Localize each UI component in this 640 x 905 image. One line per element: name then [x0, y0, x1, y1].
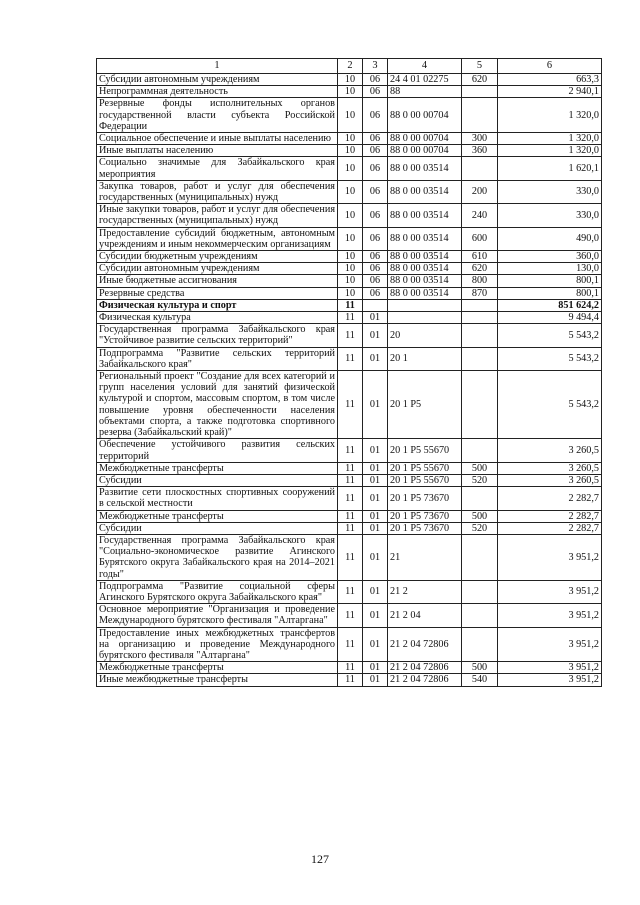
cell-name: Социально значимые для Забайкальского края мероприятия [97, 157, 338, 180]
cell-target-article: 21 2 04 72806 [388, 662, 462, 674]
cell-amount: 1 620,1 [498, 157, 602, 180]
cell-expense-type: 600 [462, 227, 498, 250]
cell-section: 10 [338, 227, 363, 250]
cell-name: Подпрограмма "Развитие социальной сферы Агинского Бурятского округа Забайкальского края" [97, 580, 338, 603]
cell-target-article: 21 2 [388, 580, 462, 603]
cell-amount: 1 320,0 [498, 98, 602, 133]
cell-name: Подпрограмма "Развитие сельских территорий Забайкальского края" [97, 347, 338, 370]
cell-expense-type [462, 86, 498, 98]
table-row [97, 180, 602, 203]
cell-name: Закупка товаров, работ и услуг для обеспечения государственных (муниципальных) нужд [97, 180, 338, 203]
header-col-3: 3 [363, 59, 388, 74]
cell-subsection: 06 [363, 275, 388, 287]
table-row [97, 227, 602, 250]
cell-section: 10 [338, 180, 363, 203]
cell-name: Государственная программа Забайкальского края "Социально-экономическое развитие Агинского Бурятского округа Забайкальского края на 2014–2021 годы" [97, 534, 338, 580]
table-row [97, 98, 602, 133]
cell-name: Межбюджетные трансферты [97, 662, 338, 674]
cell-amount: 2 282,7 [498, 522, 602, 534]
cell-expense-type: 500 [462, 510, 498, 522]
table-row [97, 133, 602, 145]
cell-expense-type: 540 [462, 674, 498, 686]
budget-table [96, 58, 602, 687]
cell-name: Субсидии бюджетным учреждениям [97, 251, 338, 263]
table-row [97, 263, 602, 275]
table-row [97, 627, 602, 662]
header-col-6: 6 [498, 59, 602, 74]
table-row [97, 371, 602, 439]
cell-subsection [363, 299, 388, 311]
cell-amount: 851 624,2 [498, 299, 602, 311]
cell-section: 10 [338, 98, 363, 133]
cell-expense-type [462, 580, 498, 603]
cell-name: Развитие сети плоскостных спортивных сооружений в сельской местности [97, 487, 338, 510]
table-row [97, 487, 602, 510]
table-row [97, 674, 602, 686]
header-col-1: 1 [97, 59, 338, 74]
cell-name: Обеспечение устойчивого развития сельских территорий [97, 439, 338, 462]
cell-amount: 1 320,0 [498, 145, 602, 157]
table-row [97, 522, 602, 534]
cell-amount: 663,3 [498, 74, 602, 86]
cell-subsection: 06 [363, 157, 388, 180]
cell-amount: 360,0 [498, 251, 602, 263]
cell-subsection: 06 [363, 287, 388, 299]
cell-amount: 3 260,5 [498, 439, 602, 462]
cell-amount: 3 951,2 [498, 674, 602, 686]
table-row [97, 510, 602, 522]
cell-target-article: 88 0 00 03514 [388, 157, 462, 180]
cell-section: 10 [338, 275, 363, 287]
cell-amount: 3 951,2 [498, 534, 602, 580]
cell-expense-type: 200 [462, 180, 498, 203]
table-row [97, 86, 602, 98]
header-col-2: 2 [338, 59, 363, 74]
cell-amount: 800,1 [498, 287, 602, 299]
cell-section: 11 [338, 674, 363, 686]
cell-name: Резервные средства [97, 287, 338, 299]
cell-amount: 2 282,7 [498, 487, 602, 510]
cell-section: 11 [338, 324, 363, 347]
cell-section: 10 [338, 86, 363, 98]
cell-section: 11 [338, 312, 363, 324]
cell-target-article [388, 312, 462, 324]
cell-target-article: 88 0 00 03514 [388, 263, 462, 275]
cell-amount: 3 951,2 [498, 580, 602, 603]
cell-subsection: 01 [363, 580, 388, 603]
cell-target-article: 20 1 P5 55670 [388, 474, 462, 486]
cell-subsection: 06 [363, 251, 388, 263]
cell-amount: 2 940,1 [498, 86, 602, 98]
cell-subsection: 06 [363, 204, 388, 227]
cell-amount: 1 320,0 [498, 133, 602, 145]
header-row [97, 59, 602, 74]
cell-section: 10 [338, 74, 363, 86]
cell-amount: 3 260,5 [498, 462, 602, 474]
cell-subsection: 01 [363, 510, 388, 522]
cell-subsection: 01 [363, 522, 388, 534]
cell-subsection: 06 [363, 86, 388, 98]
cell-name: Межбюджетные трансферты [97, 462, 338, 474]
cell-subsection: 06 [363, 145, 388, 157]
cell-expense-type [462, 627, 498, 662]
cell-amount: 5 543,2 [498, 371, 602, 439]
table-row [97, 287, 602, 299]
cell-target-article: 88 0 00 03514 [388, 275, 462, 287]
cell-amount: 130,0 [498, 263, 602, 275]
cell-subsection: 01 [363, 662, 388, 674]
cell-expense-type: 240 [462, 204, 498, 227]
table-body [97, 74, 602, 687]
cell-target-article: 21 2 04 72806 [388, 627, 462, 662]
table-row [97, 474, 602, 486]
cell-amount: 330,0 [498, 180, 602, 203]
cell-name: Предоставление иных межбюджетных трансфертов на организацию и проведение Международного бурятского фестиваля "Алтаргана" [97, 627, 338, 662]
cell-expense-type: 800 [462, 275, 498, 287]
cell-name: Субсидии автономным учреждениям [97, 263, 338, 275]
cell-name: Государственная программа Забайкальского края "Устойчивое развитие сельских территорий" [97, 324, 338, 347]
table-row [97, 299, 602, 311]
cell-subsection: 01 [363, 674, 388, 686]
cell-subsection: 01 [363, 439, 388, 462]
cell-section: 11 [338, 580, 363, 603]
cell-name: Региональный проект "Создание для всех категорий и групп населения условий для занятий физической культурой и спортом, массовым спортом, в том числе повышение уровня обеспеченности населения объектами спорта, а также подготовка спортивного резерва (Забайкальский край)" [97, 371, 338, 439]
cell-expense-type: 610 [462, 251, 498, 263]
cell-expense-type [462, 324, 498, 347]
cell-target-article: 20 [388, 324, 462, 347]
cell-section: 11 [338, 347, 363, 370]
cell-target-article: 88 0 00 00704 [388, 98, 462, 133]
cell-section: 11 [338, 662, 363, 674]
cell-name: Основное мероприятие "Организация и проведение Международного бурятского фестиваля "Алтаргана" [97, 604, 338, 627]
table-row [97, 604, 602, 627]
cell-name: Социальное обеспечение и иные выплаты населению [97, 133, 338, 145]
cell-target-article: 88 0 00 03514 [388, 287, 462, 299]
cell-target-article: 20 1 P5 73670 [388, 510, 462, 522]
cell-name: Иные закупки товаров, работ и услуг для обеспечения государственных (муниципальных) нужд [97, 204, 338, 227]
cell-name: Межбюджетные трансферты [97, 510, 338, 522]
table-row [97, 324, 602, 347]
cell-section: 11 [338, 487, 363, 510]
cell-section: 11 [338, 299, 363, 311]
cell-subsection: 06 [363, 98, 388, 133]
cell-expense-type [462, 534, 498, 580]
cell-target-article: 88 0 00 03514 [388, 180, 462, 203]
cell-section: 11 [338, 371, 363, 439]
cell-name: Непрограммная деятельность [97, 86, 338, 98]
cell-section: 10 [338, 251, 363, 263]
cell-section: 11 [338, 439, 363, 462]
cell-section: 10 [338, 145, 363, 157]
cell-expense-type: 500 [462, 462, 498, 474]
cell-target-article: 21 2 04 [388, 604, 462, 627]
table-row [97, 580, 602, 603]
cell-amount: 5 543,2 [498, 347, 602, 370]
cell-amount: 9 494,4 [498, 312, 602, 324]
cell-target-article: 20 1 [388, 347, 462, 370]
cell-subsection: 01 [363, 462, 388, 474]
table-header [97, 59, 602, 74]
cell-target-article: 88 [388, 86, 462, 98]
cell-section: 10 [338, 133, 363, 145]
cell-subsection: 01 [363, 534, 388, 580]
cell-section: 11 [338, 474, 363, 486]
cell-target-article: 88 0 00 03514 [388, 251, 462, 263]
cell-target-article [388, 299, 462, 311]
header-col-4: 4 [388, 59, 462, 74]
cell-target-article: 88 0 00 00704 [388, 145, 462, 157]
cell-target-article: 21 2 04 72806 [388, 674, 462, 686]
table-row [97, 275, 602, 287]
cell-expense-type: 870 [462, 287, 498, 299]
table-row [97, 157, 602, 180]
cell-amount: 3 951,2 [498, 627, 602, 662]
table-row [97, 312, 602, 324]
cell-target-article: 20 1 P5 73670 [388, 522, 462, 534]
cell-name: Физическая культура [97, 312, 338, 324]
cell-name: Субсидии автономным учреждениям [97, 74, 338, 86]
cell-subsection: 01 [363, 347, 388, 370]
cell-section: 11 [338, 522, 363, 534]
cell-section: 11 [338, 534, 363, 580]
cell-target-article: 88 0 00 03514 [388, 227, 462, 250]
table-row [97, 145, 602, 157]
cell-expense-type: 520 [462, 522, 498, 534]
cell-section: 11 [338, 462, 363, 474]
cell-target-article: 20 1 P5 73670 [388, 487, 462, 510]
cell-section: 11 [338, 604, 363, 627]
cell-target-article: 24 4 01 02275 [388, 74, 462, 86]
cell-name: Резервные фонды исполнительных органов государственной власти субъекта Российской Федерации [97, 98, 338, 133]
cell-target-article: 20 1 P5 [388, 371, 462, 439]
cell-amount: 800,1 [498, 275, 602, 287]
cell-name: Иные выплаты населению [97, 145, 338, 157]
cell-amount: 3 951,2 [498, 604, 602, 627]
cell-subsection: 01 [363, 487, 388, 510]
cell-expense-type [462, 604, 498, 627]
cell-expense-type [462, 299, 498, 311]
cell-amount: 3 951,2 [498, 662, 602, 674]
page-number: 127 [311, 852, 329, 866]
cell-expense-type: 360 [462, 145, 498, 157]
cell-name: Субсидии [97, 474, 338, 486]
cell-amount: 330,0 [498, 204, 602, 227]
cell-subsection: 01 [363, 324, 388, 347]
cell-expense-type: 520 [462, 474, 498, 486]
cell-section: 11 [338, 510, 363, 522]
cell-section: 10 [338, 204, 363, 227]
cell-subsection: 01 [363, 371, 388, 439]
cell-expense-type [462, 347, 498, 370]
header-col-5: 5 [462, 59, 498, 74]
cell-expense-type: 620 [462, 74, 498, 86]
table-row [97, 462, 602, 474]
cell-section: 10 [338, 287, 363, 299]
cell-expense-type [462, 439, 498, 462]
cell-expense-type: 300 [462, 133, 498, 145]
cell-target-article: 21 [388, 534, 462, 580]
table-row [97, 534, 602, 580]
cell-expense-type: 620 [462, 263, 498, 275]
cell-expense-type [462, 157, 498, 180]
cell-name: Физическая культура и спорт [97, 299, 338, 311]
cell-name: Предоставление субсидий бюджетным, автономным учреждениям и иным некоммерческим организациям [97, 227, 338, 250]
cell-target-article: 88 0 00 00704 [388, 133, 462, 145]
cell-name: Субсидии [97, 522, 338, 534]
cell-amount: 3 260,5 [498, 474, 602, 486]
cell-subsection: 06 [363, 133, 388, 145]
cell-target-article: 20 1 P5 55670 [388, 439, 462, 462]
cell-amount: 2 282,7 [498, 510, 602, 522]
cell-expense-type [462, 312, 498, 324]
table-row [97, 662, 602, 674]
cell-name: Иные бюджетные ассигнования [97, 275, 338, 287]
table-row [97, 251, 602, 263]
table-row [97, 204, 602, 227]
cell-expense-type: 500 [462, 662, 498, 674]
cell-section: 10 [338, 263, 363, 275]
cell-subsection: 06 [363, 74, 388, 86]
cell-name: Иные межбюджетные трансферты [97, 674, 338, 686]
cell-amount: 490,0 [498, 227, 602, 250]
cell-subsection: 06 [363, 227, 388, 250]
cell-subsection: 01 [363, 604, 388, 627]
cell-expense-type [462, 98, 498, 133]
cell-subsection: 06 [363, 180, 388, 203]
cell-subsection: 01 [363, 312, 388, 324]
cell-target-article: 88 0 00 03514 [388, 204, 462, 227]
cell-section: 10 [338, 157, 363, 180]
cell-subsection: 01 [363, 474, 388, 486]
cell-subsection: 01 [363, 627, 388, 662]
cell-target-article: 20 1 P5 55670 [388, 462, 462, 474]
cell-section: 11 [338, 627, 363, 662]
cell-amount: 5 543,2 [498, 324, 602, 347]
cell-expense-type [462, 371, 498, 439]
table-row [97, 74, 602, 86]
cell-expense-type [462, 487, 498, 510]
table-row [97, 347, 602, 370]
table-row [97, 439, 602, 462]
cell-subsection: 06 [363, 263, 388, 275]
